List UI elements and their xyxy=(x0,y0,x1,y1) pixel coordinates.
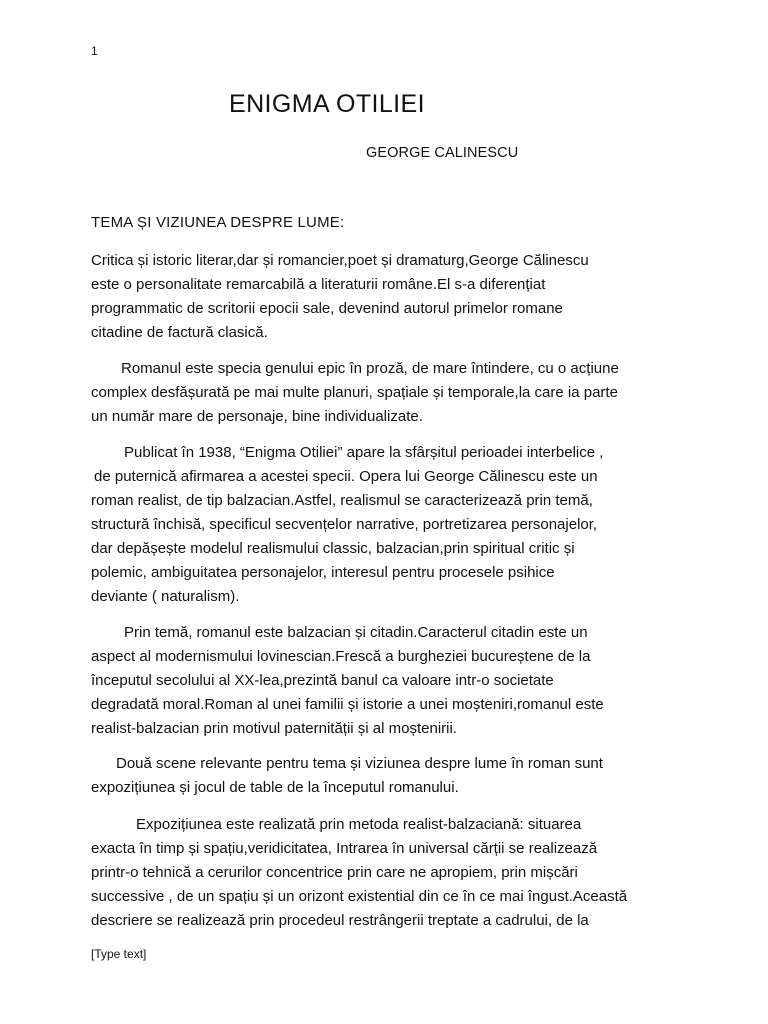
paragraph-line: complex desfășurată pe mai multe planuri, spațiale și temporale,la care ia parte xyxy=(91,384,618,401)
paragraph-line: Romanul este specia genului epic în proză, de mare întindere, cu o acțiune xyxy=(121,360,619,377)
paragraph-line: expozițiunea și jocul de table de la începutul romanului. xyxy=(91,779,459,796)
footer-placeholder[interactable]: [Type text] xyxy=(91,947,147,961)
paragraph-3 xyxy=(91,441,691,609)
document-title: ENIGMA OTILIEI xyxy=(229,90,425,118)
paragraph-line: descriere se realizează prin procedeul restrângerii treptate a cadrului, de la xyxy=(91,912,589,929)
paragraph-6 xyxy=(91,813,691,933)
page-number: 1 xyxy=(91,44,98,58)
paragraph-line: exacta în timp și spațiu,veridicitatea, Intrarea în universal cărții se realizează xyxy=(91,840,598,857)
paragraph-line: successive , de un spațiu și un orizont existential din ce în ce mai îngust.Această xyxy=(91,888,628,905)
paragraph-line: Două scene relevante pentru tema și viziunea despre lume în roman sunt xyxy=(116,755,603,772)
paragraph-line: Publicat în 1938, “Enigma Otiliei” apare la sfârșitul perioadei interbelice , xyxy=(124,444,604,461)
paragraph-line: deviante ( naturalism). xyxy=(91,588,240,605)
paragraph-line: polemic, ambiguitatea personajelor, interesul pentru procesele psihice xyxy=(91,564,555,581)
paragraph-4 xyxy=(91,621,691,741)
paragraph-line: printr-o tehnică a cerurilor concentrice prin care ne apropiem, prin mișcări xyxy=(91,864,578,881)
document-author: GEORGE CALINESCU xyxy=(366,145,519,161)
paragraph-line: dar depășește modelul realismului classic, balzacian,prin spiritual critic și xyxy=(91,540,575,557)
paragraph-line: Expozițiunea este realizată prin metoda realist-balzaciană: situarea xyxy=(136,816,582,833)
paragraph-line: Prin temă, romanul este balzacian și citadin.Caracterul citadin este un xyxy=(124,624,588,641)
paragraph-line: este o personalitate remarcabilă a literaturii române.El s-a diferențiat xyxy=(91,276,546,293)
paragraph-line: degradată moral.Roman al unei familii și istorie a unei moșteniri,romanul este xyxy=(91,696,604,713)
paragraph-line: începutul secolului al XX-lea,prezintă banul ca valoare intr-o societate xyxy=(91,672,554,689)
paragraph-line: realist-balzacian prin motivul paternității și al moștenirii. xyxy=(91,720,457,737)
paragraph-5 xyxy=(91,752,691,800)
paragraph-line: roman realist, de tip balzacian.Astfel, realismul se caracterizează prin temă, xyxy=(91,492,593,509)
paragraph-line: un număr mare de personaje, bine individualizate. xyxy=(91,408,423,425)
paragraph-2 xyxy=(91,357,691,429)
paragraph-line: citadine de factură clasică. xyxy=(91,324,268,341)
paragraph-line: de puternică afirmarea a acestei specii. Opera lui George Călinescu este un xyxy=(94,468,598,485)
paragraph-line: structură închisă, specificul secvențelor narrative, portretizarea personajelor, xyxy=(91,516,598,533)
paragraph-line: aspect al modernismului lovinescian.Frescă a burgheziei bucureștene de la xyxy=(91,648,591,665)
paragraph-line: programmatic de scritorii epocii sale, devenind autorul primelor romane xyxy=(91,300,563,317)
paragraph-line: Critica și istoric literar,dar și romancier,poet și dramaturg,George Călinescu xyxy=(91,252,589,269)
paragraph-1 xyxy=(91,249,691,345)
section-heading: TEMA ȘI VIZIUNEA DESPRE LUME: xyxy=(91,214,345,231)
